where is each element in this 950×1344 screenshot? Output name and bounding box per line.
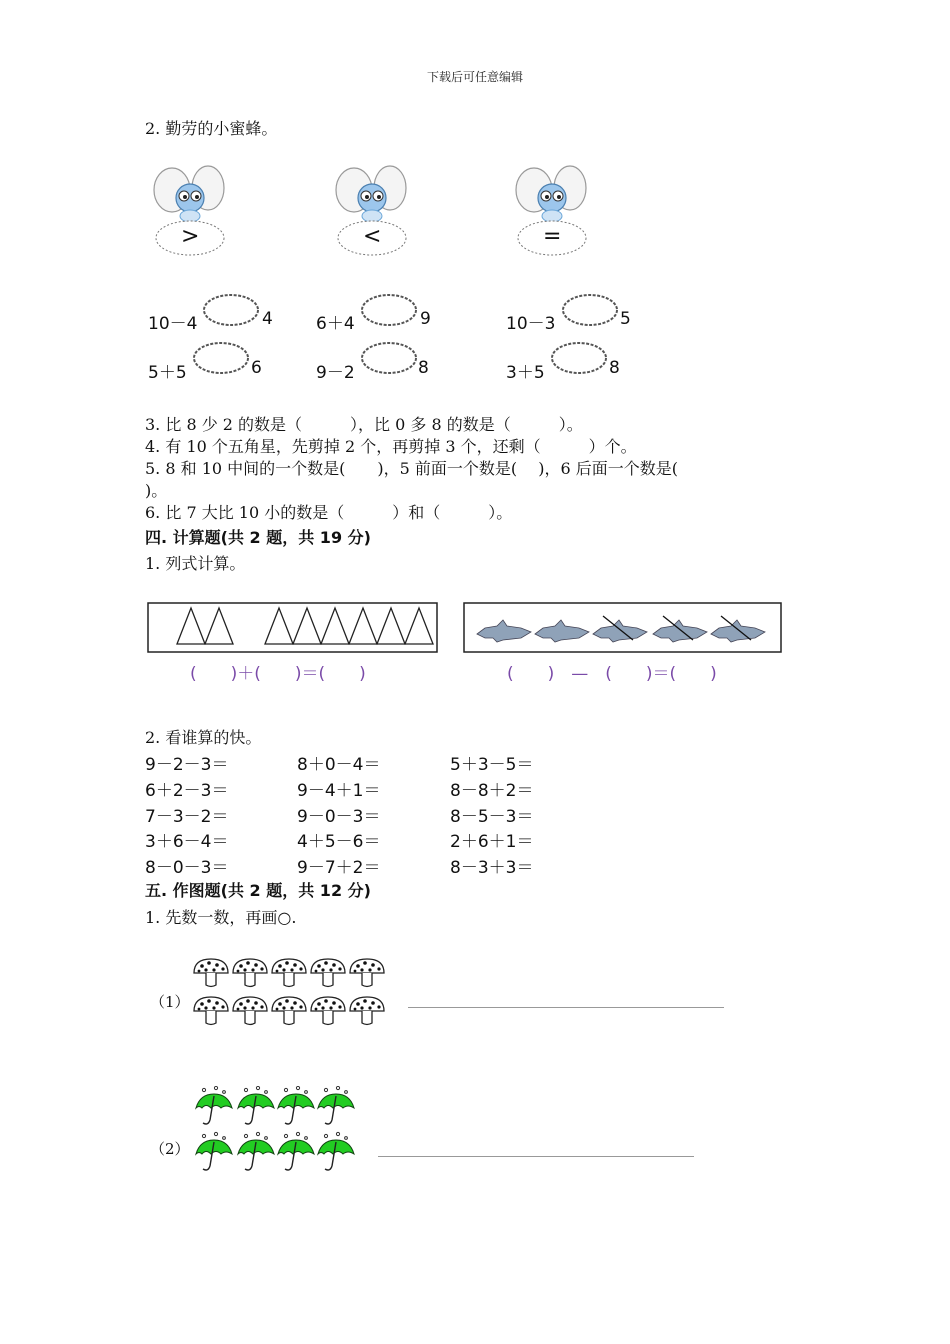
compare-right: 4 — [262, 309, 273, 329]
section-5-q1: 1. 先数一数，再画○. — [145, 908, 297, 927]
label-1: （1） — [150, 993, 190, 1011]
calc-item: 9－4＋1＝ — [297, 781, 381, 801]
answer-oval[interactable] — [360, 293, 418, 327]
compare-left: 10－4 — [148, 314, 198, 334]
calc-item: 4＋5－6＝ — [297, 832, 381, 852]
compare-right: 5 — [620, 309, 631, 329]
question-5: 5. 8 和 10 中间的一个数是( )，5 前面一个数是( )，6 后面一个数是( — [145, 459, 678, 478]
formula-addition: ( )＋( )＝( ) — [190, 664, 366, 684]
answer-oval[interactable] — [561, 293, 619, 327]
page-header: 下载后可任意编辑 — [426, 70, 523, 84]
bee-sign-equal: = — [543, 224, 562, 249]
calc-item: 6＋2－3＝ — [145, 781, 229, 801]
umbrella-group — [194, 1086, 360, 1182]
bee-sign-less: < — [363, 224, 382, 249]
label-2: （2） — [150, 1140, 190, 1158]
calc-item: 2＋6＋1＝ — [450, 832, 534, 852]
answer-oval[interactable] — [550, 341, 608, 375]
mushroom-group — [192, 955, 392, 1031]
compare-left: 5＋5 — [148, 363, 187, 383]
compare-right: 6 — [251, 358, 262, 378]
compare-left: 9－2 — [316, 363, 355, 383]
compare-right: 8 — [609, 358, 620, 378]
section-4-title: 四. 计算题(共 2 题，共 19 分) — [145, 528, 371, 547]
question-2-title: 2. 勤劳的小蜜蜂。 — [145, 119, 278, 138]
answer-line-2[interactable] — [378, 1156, 694, 1157]
calc-item: 8－8＋2＝ — [450, 781, 534, 801]
answer-oval[interactable] — [202, 293, 260, 327]
calc-item: 8－0－3＝ — [145, 858, 229, 878]
answer-oval[interactable] — [192, 341, 250, 375]
calc-item: 8－3＋3＝ — [450, 858, 534, 878]
answer-line-1[interactable] — [408, 1007, 724, 1008]
compare-left: 10－3 — [506, 314, 556, 334]
formula-subtraction: ( ) — ( )＝( ) — [507, 664, 717, 684]
calc-item: 9－2－3＝ — [145, 755, 229, 775]
question-5-cont: )。 — [145, 481, 168, 500]
question-3: 3. 比 8 少 2 的数是（ ），比 0 多 8 的数是（ ）。 — [145, 415, 583, 434]
question-6: 6. 比 7 大比 10 小的数是（ ）和（ ）。 — [145, 503, 513, 522]
calc-item: 7－3－2＝ — [145, 807, 229, 827]
calc-item: 5＋3－5＝ — [450, 755, 534, 775]
answer-oval[interactable] — [360, 341, 418, 375]
triangles-box — [147, 602, 439, 654]
question-4: 4. 有 10 个五角星，先剪掉 2 个，再剪掉 3 个，还剩（ ）个。 — [145, 437, 637, 456]
calc-item: 3＋6－4＝ — [145, 832, 229, 852]
calc-item: 8＋0－4＝ — [297, 755, 381, 775]
section-5-title: 五. 作图题(共 2 题，共 12 分) — [145, 881, 371, 900]
compare-left: 3＋5 — [506, 363, 545, 383]
calc-item: 9－7＋2＝ — [297, 858, 381, 878]
compare-right: 8 — [418, 358, 429, 378]
sharks-box — [463, 602, 783, 654]
compare-left: 6＋4 — [316, 314, 355, 334]
section-4-q2: 2. 看谁算的快。 — [145, 728, 262, 747]
section-4-q1: 1. 列式计算。 — [145, 554, 246, 573]
calc-item: 8－5－3＝ — [450, 807, 534, 827]
compare-right: 9 — [420, 309, 431, 329]
calc-item: 9－0－3＝ — [297, 807, 381, 827]
bee-sign-greater: > — [181, 224, 200, 249]
